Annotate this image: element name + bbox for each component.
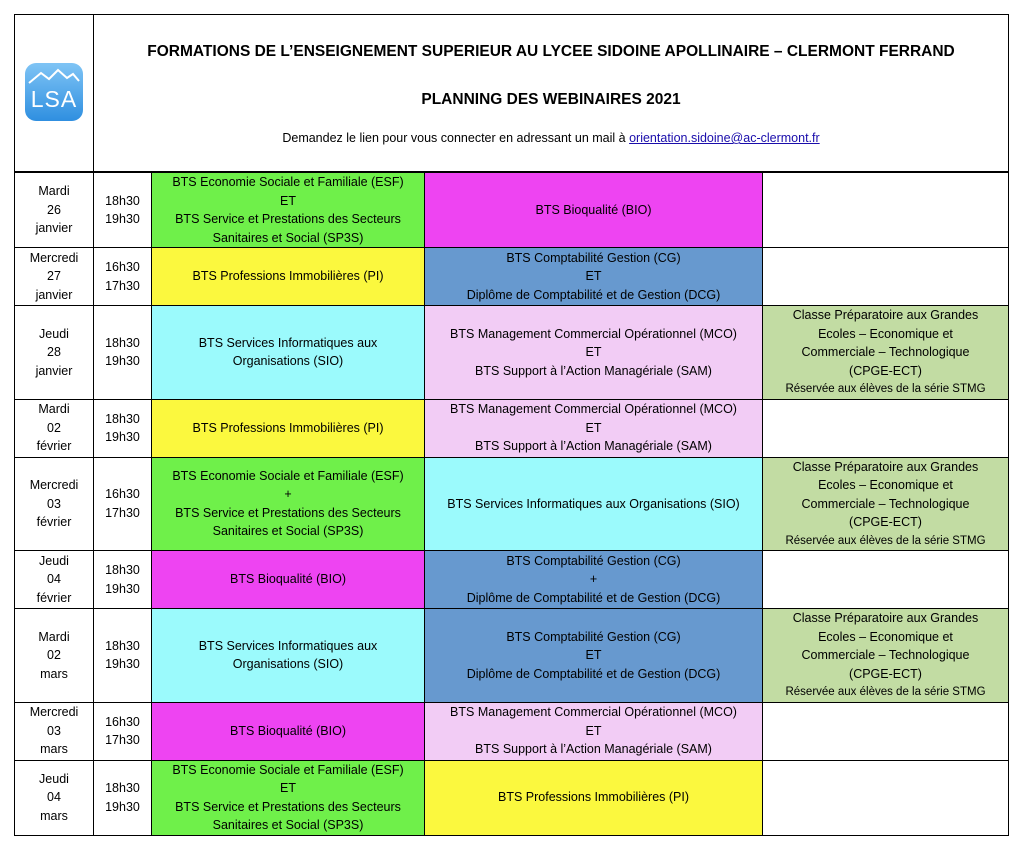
date-cell — [15, 457, 94, 551]
cell-line: BTS Service et Prestations des Secteurs — [175, 212, 401, 226]
cell-line: (CPGE-ECT) — [849, 666, 922, 681]
cell-line: Jeudi — [39, 326, 69, 341]
schedule-row — [15, 457, 1009, 551]
cell-line: Organisations (SIO) — [232, 354, 344, 369]
logo-cell — [15, 15, 94, 172]
time-cell — [94, 248, 152, 306]
session-cell-3 — [763, 248, 1009, 306]
cell-line: Ecoles – Economique et — [818, 478, 953, 492]
cell-line: mars — [40, 666, 68, 681]
cell-line: BTS Services Informatiques aux — [198, 638, 378, 653]
time-cell — [94, 399, 152, 457]
cell-line: 26 — [47, 202, 61, 217]
session-cell-1 — [152, 760, 425, 835]
cell-line: 16h30 — [105, 487, 140, 502]
date-cell — [15, 760, 94, 835]
schedule-row — [15, 173, 1009, 248]
session-cell-1 — [152, 399, 425, 457]
schedule-row — [15, 760, 1009, 835]
title-cell — [94, 15, 1009, 172]
cell-line: 17h30 — [105, 278, 140, 293]
cell-line: BTS Services Informatiques aux — [198, 335, 378, 350]
cell-line: BTS Management Commercial Opérationnel (MCO) — [450, 705, 737, 720]
cell-line: ET — [585, 420, 602, 435]
cell-line: 19h30 — [105, 354, 140, 369]
cell-line: Mardi — [38, 629, 70, 644]
session-cell-1 — [152, 306, 425, 400]
cell-line: Commerciale – Technologique — [801, 345, 970, 359]
cell-line: février — [36, 515, 72, 529]
cell-line: Jeudi — [39, 771, 69, 786]
cell-line: BTS Service et Prestations des Secteurs — [175, 799, 401, 814]
session-cell-1 — [152, 173, 425, 248]
cell-line: 28 — [47, 345, 61, 359]
cell-line: ET — [585, 345, 602, 359]
cell-line: BTS Comptabilité Gestion (CG) — [506, 553, 681, 568]
cell-line: 19h30 — [105, 657, 140, 672]
session-cell-2 — [425, 609, 763, 703]
cpge-note: Réservée aux élèves de la série STMG — [785, 534, 986, 547]
date-cell — [15, 173, 94, 248]
cell-line: BTS Services Informatiques aux Organisations (SIO) — [447, 496, 740, 511]
cell-line: Sanitaires et Social (SP3S) — [212, 230, 364, 245]
session-cell-3 — [763, 173, 1009, 248]
date-cell — [15, 551, 94, 609]
schedule-table — [14, 172, 1009, 836]
cell-line: ET — [585, 269, 602, 284]
cell-line: 18h30 — [105, 638, 140, 653]
schedule-row — [15, 551, 1009, 609]
cell-line: 19h30 — [105, 212, 140, 226]
cell-line: Diplôme de Comptabilité et de Gestion (DCG) — [466, 590, 721, 605]
session-cell-3 — [763, 609, 1009, 703]
cell-line: BTS Comptabilité Gestion (CG) — [506, 250, 681, 265]
cell-line: BTS Management Commercial Opérationnel (MCO) — [450, 402, 737, 417]
header-table — [14, 14, 1009, 172]
cell-line: BTS Bioqualité (BIO) — [229, 572, 346, 587]
schedule-row — [15, 248, 1009, 306]
session-cell-2 — [425, 173, 763, 248]
cell-line: 18h30 — [105, 335, 140, 350]
date-cell — [15, 609, 94, 703]
contact-text: Demandez le lien pour vous connecter en adressant un mail à — [282, 131, 626, 145]
cell-line: BTS Bioqualité (BIO) — [229, 723, 346, 738]
cell-line: Sanitaires et Social (SP3S) — [212, 524, 364, 539]
cell-line: 27 — [47, 269, 61, 284]
schedule-body — [15, 173, 1009, 836]
session-cell-1 — [152, 609, 425, 703]
time-cell — [94, 173, 152, 248]
cell-line: + — [589, 572, 598, 587]
cell-line: mars — [40, 742, 68, 757]
session-cell-1 — [152, 702, 425, 760]
schedule-row — [15, 702, 1009, 760]
cell-line: ET — [280, 781, 296, 795]
cell-line: Organisations (SIO) — [232, 657, 344, 672]
time-cell — [94, 760, 152, 835]
time-cell — [94, 457, 152, 551]
cell-line: 18h30 — [105, 193, 140, 208]
session-cell-1 — [152, 248, 425, 306]
cell-line: ET — [280, 193, 296, 208]
cell-line: 16h30 — [105, 260, 140, 274]
time-cell — [94, 551, 152, 609]
cell-line: (CPGE-ECT) — [849, 363, 922, 378]
session-cell-3 — [763, 457, 1009, 551]
cell-line: janvier — [35, 287, 73, 302]
cell-line: Mercredi — [29, 705, 79, 720]
cell-line: Mardi — [38, 184, 70, 199]
date-cell — [15, 702, 94, 760]
session-cell-1 — [152, 551, 425, 609]
cell-line: 17h30 — [105, 505, 140, 520]
cell-line: 18h30 — [105, 563, 140, 577]
date-cell — [15, 248, 94, 306]
cell-line: Ecoles – Economique et — [818, 326, 953, 341]
date-cell — [15, 306, 94, 400]
session-cell-3 — [763, 306, 1009, 400]
cell-line: Mercredi — [29, 478, 79, 492]
schedule-row — [15, 609, 1009, 703]
session-cell-2 — [425, 399, 763, 457]
time-cell — [94, 609, 152, 703]
cell-line: 03 — [47, 723, 61, 738]
cell-line: 16h30 — [105, 714, 140, 729]
session-cell-3 — [763, 702, 1009, 760]
schedule-row — [15, 306, 1009, 400]
cell-line: BTS Professions Immobilières (PI) — [192, 420, 384, 435]
cell-line: mars — [40, 808, 68, 823]
session-cell-2 — [425, 551, 763, 609]
cell-line: BTS Support à l’Action Managériale (SAM) — [475, 363, 712, 378]
page-subtitle: PLANNING DES WEBINAIRES 2021 — [421, 91, 681, 108]
cell-line: 02 — [47, 648, 61, 662]
cell-line: février — [36, 439, 72, 454]
session-cell-3 — [763, 399, 1009, 457]
cell-line: janvier — [35, 221, 73, 236]
cell-line: 17h30 — [105, 733, 140, 747]
schedule-row — [15, 399, 1009, 457]
cell-line: 04 — [47, 790, 61, 805]
cell-line: BTS Professions Immobilières (PI) — [192, 269, 384, 284]
session-cell-2 — [425, 248, 763, 306]
cell-line: BTS Professions Immobilières (PI) — [497, 790, 690, 805]
cell-line: Diplôme de Comptabilité et de Gestion (DCG) — [466, 287, 721, 302]
time-cell — [94, 306, 152, 400]
cell-line: Classe Préparatoire aux Grandes — [792, 611, 979, 625]
cell-line: Mardi — [38, 402, 70, 417]
cell-line: 18h30 — [105, 411, 140, 426]
cell-line: BTS Economie Sociale et Familiale (ESF) — [172, 762, 404, 777]
cell-line: Ecoles – Economique et — [818, 629, 953, 644]
contact-note — [94, 131, 1008, 145]
cpge-note: Réservée aux élèves de la série STMG — [785, 383, 986, 395]
session-cell-2 — [425, 306, 763, 400]
cell-line: Commerciale – Technologique — [801, 496, 970, 511]
cpge-note: Réservée aux élèves de la série STMG — [785, 686, 986, 698]
schedule-sheet — [14, 14, 1009, 836]
cell-line: BTS Support à l’Action Managériale (SAM) — [475, 439, 712, 454]
logo-text: LSA — [30, 86, 78, 112]
cell-line: Classe Préparatoire aux Grandes — [792, 459, 979, 474]
cell-line: janvier — [35, 363, 73, 378]
page-title: FORMATIONS DE L’ENSEIGNEMENT SUPERIEUR AU LYCEE SIDOINE APOLLINAIRE – CLERMONT FERRAND — [147, 43, 955, 60]
cell-line: 19h30 — [105, 799, 140, 814]
cell-line: Sanitaires et Social (SP3S) — [212, 818, 364, 832]
session-cell-2 — [425, 702, 763, 760]
session-cell-3 — [763, 760, 1009, 835]
cell-line: Jeudi — [39, 553, 69, 568]
cell-line: BTS Support à l’Action Managériale (SAM) — [475, 742, 712, 757]
date-cell — [15, 399, 94, 457]
cell-line: BTS Service et Prestations des Secteurs — [175, 505, 401, 520]
cell-line: 02 — [47, 420, 61, 435]
cell-line: ET — [585, 648, 602, 662]
cell-line: 19h30 — [105, 581, 140, 596]
cell-line: (CPGE-ECT) — [849, 515, 922, 529]
cell-line: février — [36, 590, 72, 605]
cell-line: 03 — [47, 496, 61, 511]
cell-line: Classe Préparatoire aux Grandes — [792, 308, 979, 322]
cell-line: ET — [585, 723, 602, 738]
cell-line: 18h30 — [105, 781, 140, 795]
cell-line: BTS Economie Sociale et Familiale (ESF) — [172, 468, 404, 483]
cell-line: BTS Management Commercial Opérationnel (MCO) — [450, 326, 737, 341]
time-cell — [94, 702, 152, 760]
session-cell-1 — [152, 457, 425, 551]
lsa-logo — [25, 63, 83, 121]
session-cell-3 — [763, 551, 1009, 609]
cell-line: BTS Bioqualité (BIO) — [535, 202, 652, 217]
cell-line: BTS Economie Sociale et Familiale (ESF) — [172, 175, 404, 189]
cell-line: BTS Comptabilité Gestion (CG) — [506, 629, 681, 644]
cell-line: Diplôme de Comptabilité et de Gestion (DCG) — [466, 666, 721, 681]
cell-line: + — [284, 487, 292, 502]
session-cell-2 — [425, 760, 763, 835]
cell-line: 04 — [47, 572, 61, 587]
session-cell-2 — [425, 457, 763, 551]
email-link[interactable]: orientation.sidoine@ac-clermont.fr — [629, 131, 820, 145]
cell-line: Mercredi — [29, 250, 79, 265]
cell-line: 19h30 — [105, 430, 140, 444]
cell-line: Commerciale – Technologique — [801, 648, 970, 662]
